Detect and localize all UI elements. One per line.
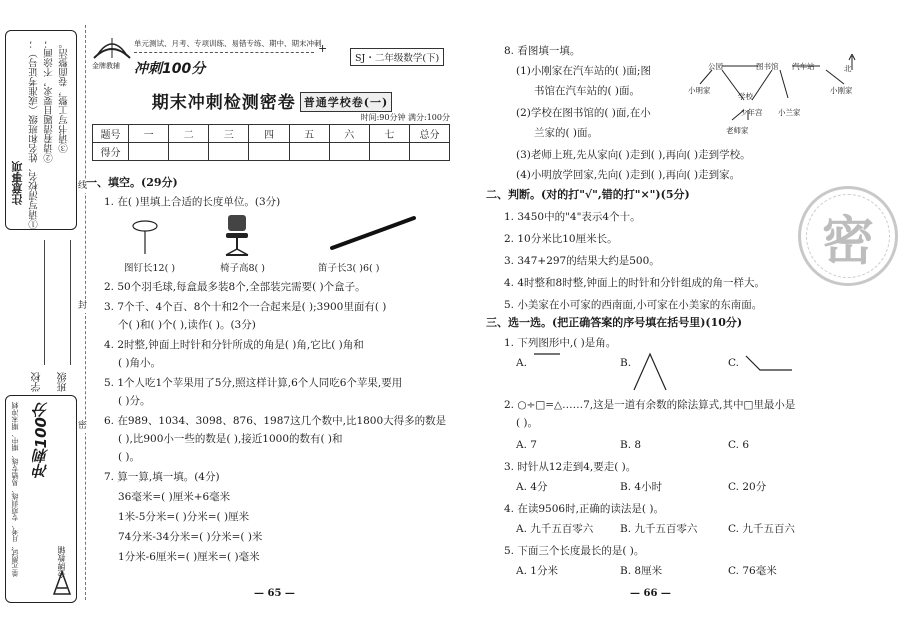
choice-1: 1. 下列图形中,( )是角。 — [504, 337, 617, 349]
map-label-park: 公园 — [708, 62, 723, 71]
question-5-line-2: ( )分。 — [118, 395, 151, 407]
line-segment-shape — [532, 348, 562, 360]
choice-1-option-c: C. — [728, 357, 739, 369]
question-2: 2. 50个羽毛球,每盒最多装8个,全部装完需要( )个盒子。 — [104, 281, 366, 293]
map-label-library: 图书馆 — [756, 62, 779, 71]
map-label-youth-palace: 少年宫 — [740, 108, 763, 117]
q8-line-2: 书馆在汽车站的( )面。 — [534, 85, 641, 97]
question-6-line-1: 6. 在989、1034、3098、876、1987这几个数中,比1800大得多的数是 — [104, 415, 447, 427]
class-field[interactable] — [70, 240, 71, 365]
question-3-line-2: 个( )和( )个( ),读作( )。(3分) — [118, 319, 256, 331]
map-label-school: 学校 — [738, 92, 753, 101]
q1-label-flute: 笛子长3( )6( ) — [318, 263, 380, 274]
notice-line-3: ③请书写工整，卷面整洁。 — [59, 39, 70, 153]
school-label: 学校 — [32, 372, 43, 392]
choice-3-option-b: B. 4小时 — [620, 481, 663, 493]
exam-title-badge: 普通学校卷(一) — [300, 92, 392, 112]
map-label-bus-station: 汽车站 — [792, 62, 815, 71]
choice-2-cont: ( )。 — [516, 417, 539, 429]
chair-icon — [220, 213, 254, 259]
question-7: 7. 算一算,填一填。(4分) — [104, 471, 220, 483]
score-table-score-row — [93, 143, 450, 161]
q8-line-4: 兰家的( )面。 — [534, 127, 599, 139]
choice-5-option-b: B. 8厘米 — [620, 565, 663, 577]
score-header-cell: 题号 — [93, 125, 129, 143]
score-cell[interactable] — [249, 143, 289, 161]
brand-name: 冲刺100分 — [32, 402, 50, 479]
brand-box — [5, 395, 77, 603]
cut-char-3: 密 — [78, 421, 88, 431]
question-1: 1. 在( )里填上合适的长度单位。(3分) — [104, 196, 281, 208]
notice-line-1: ①请写清校名、姓名和班级（或准考证号）； — [29, 39, 40, 229]
question-7-line-1: 36毫米=( )厘米+6毫米 — [118, 491, 231, 503]
binding-strip — [0, 0, 92, 618]
map-label-teacher: 老师家 — [726, 126, 749, 135]
score-cell[interactable] — [329, 143, 369, 161]
q8-line-6: (4)小明放学回家,先向( )走到( ),再向( )走到家。 — [516, 169, 741, 181]
score-row-label: 得分 — [93, 143, 129, 161]
page-number-left: — 65 — — [254, 588, 295, 599]
choice-4-option-c: C. 九千五百六 — [728, 523, 795, 535]
score-header-cell: 七 — [369, 125, 409, 143]
judge-2: 2. 10分米比10厘米长。 — [504, 233, 618, 245]
question-7-line-2: 1米-5分米=( )分米=( )厘米 — [118, 511, 250, 523]
class-label: 班级 — [58, 372, 69, 392]
angle-shape — [630, 352, 670, 392]
brand-rule — [134, 52, 314, 53]
section-2-heading: 二、判断。(对的打"√",错的打"×")(5分) — [486, 188, 690, 201]
judge-1: 1. 3450中的"4"表示4个十。 — [504, 211, 641, 223]
question-8: 8. 看图填一填。 — [504, 45, 581, 57]
section-1-heading: 一、填空。(29分) — [86, 176, 178, 189]
notice-line-2: ②请看清题目要求，不涂画； — [44, 39, 55, 163]
question-6-line-2: ( ),比900小一些的数是( ),接近1000的数有( )和 — [118, 433, 343, 445]
exam-meta: 时间:90分钟 满分:100分 — [360, 113, 450, 122]
plus-icon: + — [318, 42, 328, 55]
left-page — [86, 0, 456, 618]
score-header-cell: 总分 — [410, 125, 450, 143]
score-cell[interactable] — [129, 143, 169, 161]
exam-title-text: 期末冲刺检测密卷 — [151, 93, 296, 113]
page-number-right: — 66 — — [630, 588, 671, 599]
map-label-xiaolan: 小兰家 — [778, 108, 801, 117]
judge-5: 5. 小美家在小可家的西南面,小可家在小美家的东南面。 — [504, 299, 763, 311]
choice-3-option-c: C. 20分 — [728, 481, 767, 493]
brand-name: 冲刺100分 — [134, 61, 206, 77]
q8-line-5: (3)老师上班,先从家向( )走到( ),再向( )走到学校。 — [516, 149, 751, 161]
score-cell[interactable] — [410, 143, 450, 161]
brand-sub: 单元测试、月考、专项训练、易错专练、期中、期末冲刺 — [11, 402, 19, 577]
grade-badge: SJ・二年级数学(下) — [350, 48, 444, 66]
score-header-cell: 二 — [169, 125, 209, 143]
score-cell[interactable] — [369, 143, 409, 161]
confidential-stamp — [798, 186, 898, 286]
brand-tagline: 单元测试、月考、专项训练、易错专练、期中、期末冲刺 — [134, 39, 322, 48]
map-label-north: 北 — [844, 64, 852, 73]
school-field[interactable] — [44, 240, 45, 365]
choice-3: 3. 时针从12走到4,要走( )。 — [504, 461, 637, 473]
question-7-line-3: 74分米-34分米=( )分米=( )米 — [118, 531, 263, 543]
brand-logo-text: 金牌教辅 — [92, 62, 120, 70]
choice-4-option-a: A. 九千五百零六 — [516, 523, 594, 535]
publisher-name: 金牌教辅 — [57, 546, 66, 578]
map-label-xiaoming: 小明家 — [688, 86, 711, 95]
q1-label-pushpin: 图钉长12( ) — [124, 263, 176, 274]
choice-2-option-b: B. 8 — [620, 439, 642, 451]
choice-5-option-c: C. 76毫米 — [728, 565, 777, 577]
map-label-xiaogang: 小刚家 — [830, 86, 853, 95]
header-brand — [92, 30, 452, 82]
choice-4-option-b: B. 九千五百零六 — [620, 523, 698, 535]
cut-char-2: 封 — [78, 301, 88, 311]
flute-icon — [328, 214, 418, 252]
choice-5-option-a: A. 1分米 — [516, 565, 558, 577]
stamp-text: 密 — [821, 211, 874, 272]
cut-char-1: 线 — [78, 181, 88, 191]
judge-4: 4. 4时整和8时整,钟面上的时针和分针组成的角一样大。 — [504, 277, 766, 289]
section-3-heading: 三、选一选。(把正确答案的序号填在括号里)(10分) — [486, 316, 743, 329]
publisher-logo-icon — [52, 568, 72, 596]
choice-5: 5. 下面三个长度最长的是( )。 — [504, 545, 645, 557]
choice-2-option-a: A. 7 — [516, 439, 537, 451]
score-header-cell: 四 — [249, 125, 289, 143]
score-header-cell: 六 — [329, 125, 369, 143]
score-table-header-row — [93, 125, 450, 143]
choice-2-option-c: C. 6 — [728, 439, 750, 451]
right-page — [482, 0, 900, 618]
score-header-cell: 一 — [129, 125, 169, 143]
choice-1-option-a: A. — [516, 357, 527, 369]
pushpin-icon — [130, 216, 160, 256]
book-logo-icon — [92, 32, 132, 62]
question-3-line-1: 3. 7个千、4个百、8个十和2个一合起来是( );3900里面有( ) — [104, 301, 387, 313]
q1-label-chair: 椅子高8( ) — [220, 263, 265, 274]
score-table — [92, 124, 450, 161]
question-4-line-2: ( )角小。 — [118, 357, 162, 369]
judge-3: 3. 347+297的结果大约是500。 — [504, 255, 660, 267]
q8-line-1: (1)小刚家在汽车站的( )面;图 — [516, 65, 651, 77]
choice-3-option-a: A. 4分 — [516, 481, 548, 493]
score-header-cell: 三 — [209, 125, 249, 143]
choice-1-option-b: B. — [620, 357, 632, 369]
choice-4: 4. 在读9506时,正确的读法是( )。 — [504, 503, 664, 515]
notice-title: 注意事项 — [11, 161, 24, 205]
notice-box — [5, 30, 77, 230]
question-6-line-3: ( )。 — [118, 451, 141, 463]
score-cell[interactable] — [209, 143, 249, 161]
choice-2: 2. ○÷□=△……7,这是一道有余数的除法算式,其中□里最小是 — [504, 399, 796, 411]
score-cell[interactable] — [169, 143, 209, 161]
q8-line-3: (2)学校在图书馆的( )面,在小 — [516, 107, 651, 119]
score-cell[interactable] — [289, 143, 329, 161]
exam-title — [92, 88, 452, 113]
question-4-line-1: 4. 2时整,钟面上时针和分针所成的角是( )角,它比( )角和 — [104, 339, 364, 351]
score-header-cell: 五 — [289, 125, 329, 143]
broken-line-shape — [744, 352, 794, 376]
question-7-line-4: 1分米-6厘米=( )厘米=( )毫米 — [118, 551, 260, 563]
question-5-line-1: 5. 1个人吃1个苹果用了5分,照这样计算,6个人同吃6个苹果,要用 — [104, 377, 403, 389]
